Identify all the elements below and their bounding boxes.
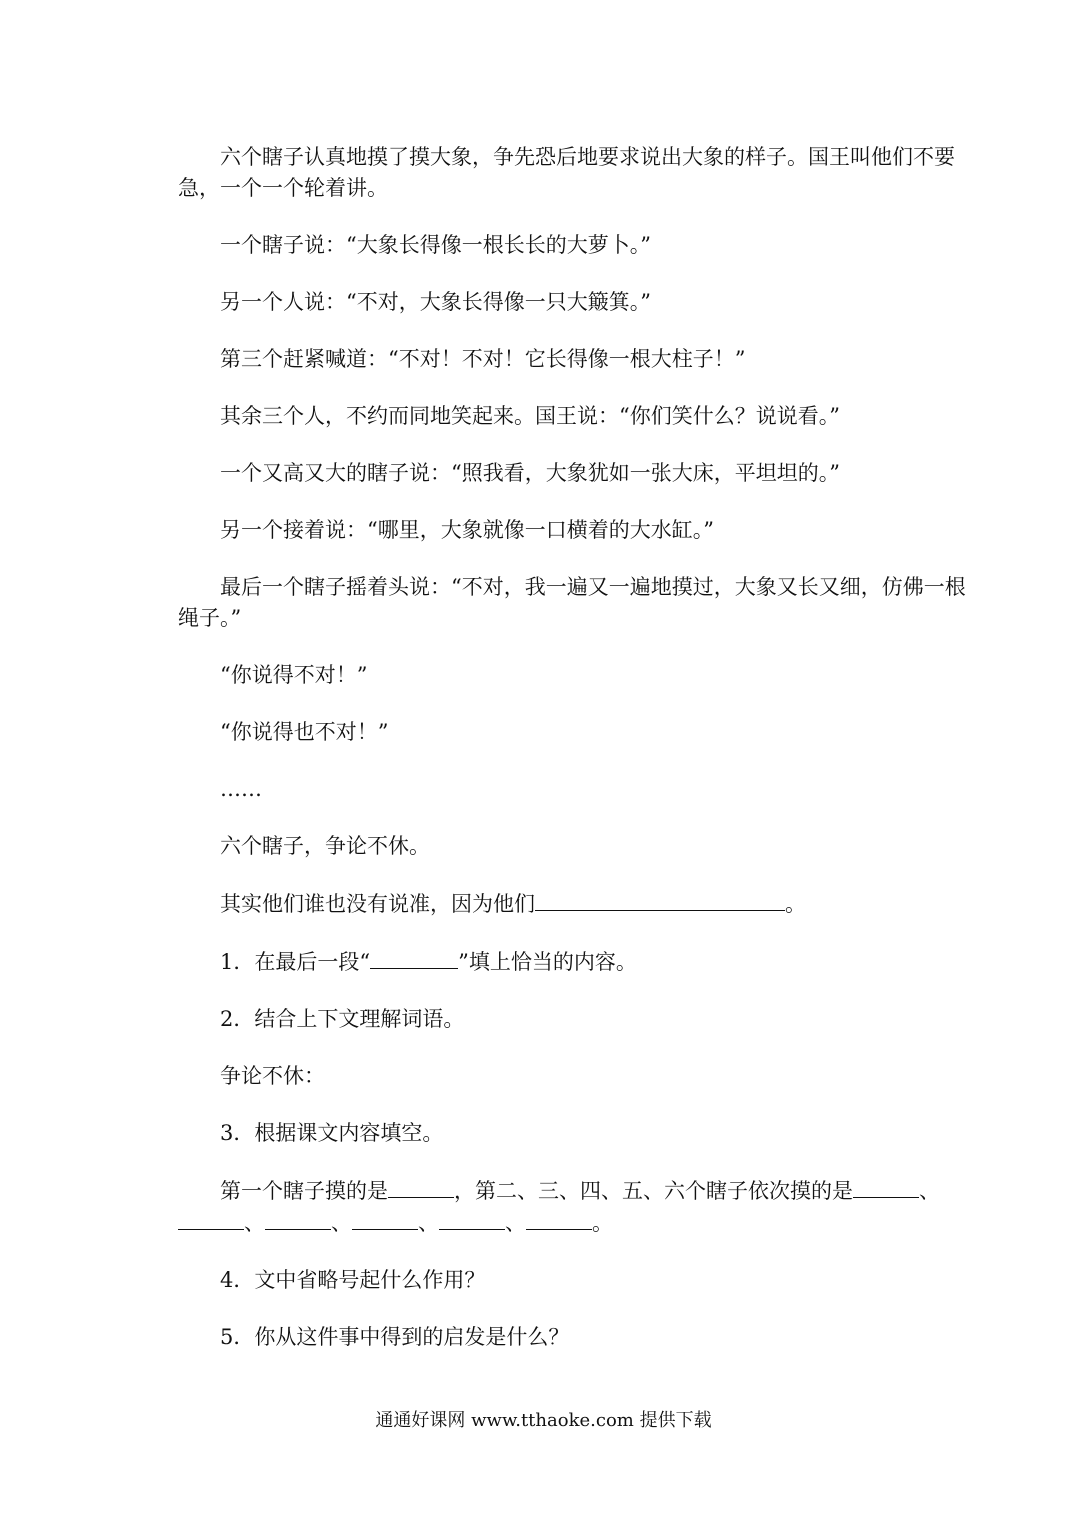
question-3-part-a: 第一个瞎子摸的是 (220, 1179, 388, 1203)
question-3: 3．根据课文内容填空。 (220, 1121, 444, 1145)
question-2-term: 争论不休： (220, 1064, 325, 1088)
separator: 、 (505, 1211, 526, 1235)
paragraph-13-end: 。 (785, 892, 806, 916)
separator: 、 (418, 1211, 439, 1235)
paragraph-1: 六个瞎子认真地摸了摸大象，争先恐后地要求说出大象的样子。国王叫他们不要急，一个一个轮着讲。 (178, 145, 955, 200)
paragraph-5: 其余三个人，不约而同地笑起来。国王说：“你们笑什么？说说看。” (220, 404, 840, 428)
answer-blank[interactable] (853, 1175, 919, 1198)
question-3-fill (178, 1175, 978, 1239)
paragraph-4: 第三个赶紧喊道：“不对！不对！它长得像一根大柱子！” (220, 347, 746, 371)
paragraph-2: 一个瞎子说：“大象长得像一根长长的大萝卜。” (220, 233, 651, 257)
paragraph-13 (178, 888, 978, 920)
question-3-part-b: ，第二、三、四、五、六个瞎子依次摸的是 (454, 1179, 853, 1203)
paragraph-6: 一个又高又大的瞎子说：“照我看，大象犹如一张大床，平坦坦的。” (220, 461, 840, 485)
answer-blank[interactable] (265, 1207, 331, 1230)
paragraph-10: “你说得也不对！” (220, 720, 389, 744)
answer-blank[interactable] (352, 1207, 418, 1230)
paragraph-3: 另一个人说：“不对，大象长得像一只大簸箕。” (220, 290, 651, 314)
separator: 、 (244, 1211, 265, 1235)
question-1-prefix: 1．在最后一段“ (220, 950, 371, 974)
ellipsis-paragraph: …… (220, 777, 262, 801)
answer-blank[interactable] (178, 1207, 244, 1230)
question-2: 2．结合上下文理解词语。 (220, 1007, 465, 1031)
question-1-suffix: ”填上恰当的内容。 (458, 950, 637, 974)
answer-blank[interactable] (439, 1207, 505, 1230)
paragraph-7: 另一个接着说：“哪里，大象就像一口横着的大水缸。” (220, 518, 714, 542)
answer-blank[interactable] (535, 888, 785, 911)
answer-blank[interactable] (388, 1175, 454, 1198)
question-3-end: 。 (592, 1211, 613, 1235)
answer-blank[interactable] (526, 1207, 592, 1230)
paragraph-12: 六个瞎子，争论不休。 (220, 834, 430, 858)
answer-blank[interactable] (370, 946, 458, 969)
document-body (178, 142, 978, 1379)
paragraph-9: “你说得不对！” (220, 663, 368, 687)
paragraph-13-text: 其实他们谁也没有说准，因为他们 (220, 892, 535, 916)
paragraph-8: 最后一个瞎子摇着头说：“不对，我一遍又一遍地摸过，大象又长又细，仿佛一根绳子。” (178, 575, 966, 630)
question-1 (178, 946, 978, 978)
separator: 、 (919, 1179, 940, 1203)
question-4: 4．文中省略号起什么作用？ (220, 1268, 486, 1292)
footer-text: 通通好课网 www.tthaoke.com 提供下载 (375, 1410, 712, 1431)
separator: 、 (331, 1211, 352, 1235)
question-5: 5．你从这件事中得到的启发是什么？ (220, 1325, 570, 1349)
